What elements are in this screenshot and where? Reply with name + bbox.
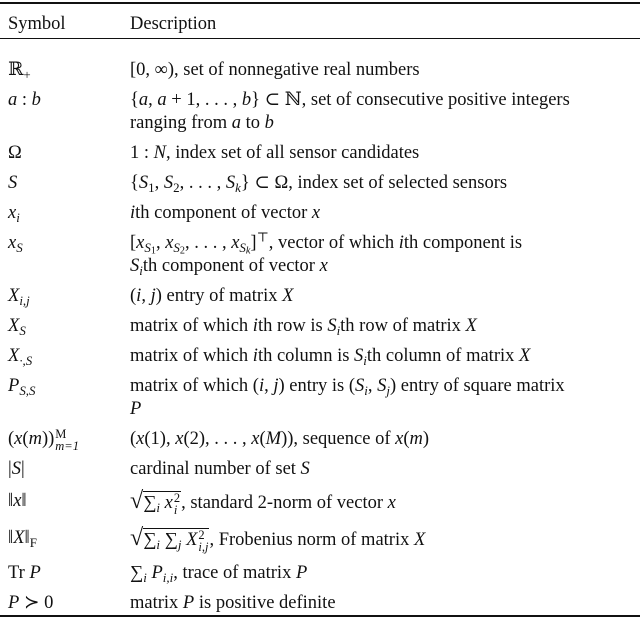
math-segment: j [177, 536, 182, 552]
math-segment: , [264, 375, 274, 396]
description-cell [130, 345, 640, 368]
math-segment: X [13, 528, 25, 548]
symbol-cell [8, 426, 130, 452]
sqrt-sign-icon: √ [130, 525, 144, 551]
math-segment: x [136, 429, 145, 449]
description-cell [130, 562, 640, 585]
math-segment: S [354, 345, 364, 366]
table-row [0, 371, 640, 424]
math-segment: M [265, 429, 282, 449]
math-segment: x [311, 202, 321, 223]
math-segment: x [387, 493, 396, 513]
symbol-cell [8, 202, 130, 225]
math-segment: i [130, 202, 136, 223]
math-segment: [0, ∞), set of nonnegative real numbers [130, 59, 420, 80]
bottom-rule [0, 615, 640, 617]
math-segment: ‖ [8, 528, 14, 548]
math-segment: x [13, 491, 22, 511]
square-root [130, 488, 181, 517]
subscript: i,j [198, 539, 209, 554]
math-segment: | [8, 458, 12, 479]
math-segment: , vector of which [268, 232, 399, 253]
subscript: m=1 [55, 438, 79, 453]
math-segment: S [138, 172, 149, 193]
math-segment: , . . . , [184, 232, 232, 253]
math-segment: X [413, 530, 426, 550]
description-cell [130, 375, 640, 421]
math-segment: i [156, 536, 161, 552]
table-header [0, 10, 640, 38]
table-row [0, 228, 640, 281]
math-segment: 1 [148, 179, 155, 195]
math-segment: ( [8, 429, 15, 449]
description-cell [130, 172, 640, 195]
math-segment: j [273, 375, 279, 396]
description-cell [130, 285, 640, 308]
math-segment: S [355, 375, 365, 396]
sqrt-radicand [143, 490, 181, 517]
table-row [0, 198, 640, 228]
math-segment: 2 [173, 179, 180, 195]
math-segment: | [20, 458, 25, 479]
math-segment: (2), . . . , [183, 429, 252, 449]
math-segment: ] [250, 232, 257, 253]
math-segment: S [327, 315, 337, 336]
math-segment: , [141, 285, 151, 306]
superscript: M [55, 426, 67, 441]
math-segment: [ [130, 232, 137, 253]
math-segment: S [11, 458, 21, 479]
superscript: 2 [198, 527, 205, 542]
symbol-cell [8, 487, 130, 516]
header-symbol: Symbol [8, 14, 66, 34]
math-segment: i [136, 285, 142, 306]
math-segment: S [225, 172, 236, 193]
math-segment: ( [259, 429, 266, 449]
symbol-cell [8, 458, 130, 481]
subscript: i [173, 502, 178, 517]
math-segment: X [8, 315, 20, 336]
math-segment: ∑ [143, 493, 157, 513]
symbol-cell [8, 142, 130, 165]
math-segment: k [245, 245, 251, 257]
math-segment: ≻ 0 [19, 592, 54, 613]
description-cell [130, 142, 640, 165]
table-row [0, 424, 640, 454]
math-segment: to [240, 112, 265, 133]
table-row [0, 454, 640, 484]
math-segment: S [8, 172, 18, 193]
symbol-cell [8, 592, 130, 615]
math-segment: Tr [8, 562, 30, 583]
math-segment: j [150, 285, 156, 306]
math-segment: , standard 2-norm of vector [181, 493, 388, 513]
math-segment: x [251, 429, 260, 449]
math-segment: S [173, 239, 180, 255]
math-segment: P [29, 562, 41, 583]
table-row [0, 341, 640, 371]
math-segment: ⊤ [256, 229, 269, 245]
math-segment: i [143, 569, 147, 585]
math-segment: j [386, 382, 391, 398]
math-segment: S [163, 172, 174, 193]
sup-sub-stack [198, 529, 208, 553]
sqrt-radicand [143, 527, 209, 554]
symbol-cell [8, 375, 130, 398]
symbol-cell [8, 89, 130, 112]
math-segment: th column is [257, 345, 355, 366]
math-segment: S [130, 255, 140, 276]
symbol-cell [8, 172, 130, 195]
math-segment: )) [41, 429, 55, 449]
description-cell [130, 458, 640, 481]
math-segment: a [231, 112, 241, 133]
math-segment: x [14, 429, 23, 449]
math-segment: ) entry is ( [278, 375, 356, 396]
symbol-cell [8, 285, 130, 308]
sup-sub-stack [55, 428, 79, 452]
sup-sub-stack [174, 492, 180, 516]
math-segment: F [29, 534, 37, 550]
math-segment: P [295, 562, 308, 583]
description-cell [130, 202, 640, 225]
math-segment: { [130, 172, 139, 193]
math-segment: , [148, 89, 158, 110]
table-body [0, 55, 640, 618]
header-description: Description [130, 14, 217, 34]
math-segment: ∑ [130, 562, 144, 583]
math-segment: i [16, 209, 20, 225]
math-segment: x [319, 255, 328, 276]
description-cell [130, 59, 640, 82]
math-segment: a [157, 89, 167, 110]
math-segment: 2 [179, 245, 185, 257]
math-segment: 1 [150, 245, 156, 257]
math-segment: ‖ [8, 491, 14, 511]
math-segment: i [336, 322, 341, 338]
symbol-cell [8, 315, 130, 338]
table-row [0, 85, 640, 138]
math-segment: X [8, 345, 20, 366]
math-segment: th component of vector [135, 202, 312, 223]
math-segment: )), sequence of [281, 429, 396, 449]
math-segment: ( [403, 429, 410, 449]
math-segment: N [153, 142, 166, 163]
math-segment: S [144, 239, 151, 255]
table-row [0, 588, 640, 618]
math-segment: S [239, 239, 246, 255]
math-segment: S [16, 239, 23, 255]
math-segment: + 1, . . . , [166, 89, 242, 110]
math-segment: i,j [19, 292, 30, 308]
math-segment: th component is [403, 232, 523, 253]
math-segment: x [164, 493, 173, 513]
math-segment: i [252, 315, 258, 336]
math-segment: X [186, 530, 198, 550]
symbol-cell [8, 524, 130, 553]
symbol-cell [8, 59, 130, 82]
math-segment: P [182, 592, 195, 613]
math-segment: Ω [8, 142, 22, 163]
math-segment: x [395, 429, 404, 449]
table-row [0, 311, 640, 341]
math-segment: x [8, 232, 17, 253]
math-segment: x [136, 232, 145, 253]
top-rule [0, 2, 640, 4]
math-segment: P [151, 562, 163, 583]
math-segment: i [139, 262, 143, 278]
math-segment: i [398, 232, 404, 253]
description-cell [130, 426, 640, 452]
table-row [0, 521, 640, 558]
math-segment: X [519, 345, 531, 366]
description-cell [130, 487, 640, 518]
sqrt-sign-icon: √ [130, 488, 144, 514]
math-segment: th row is [257, 315, 328, 336]
math-segment: b [241, 89, 252, 110]
table-row [0, 138, 640, 168]
table-row [0, 55, 640, 85]
superscript: 2 [173, 490, 181, 505]
symbol-cell [8, 562, 130, 585]
math-segment: ·,S [19, 352, 33, 368]
math-segment: ) entry of square matrix [390, 375, 565, 396]
math-segment: (1), [144, 429, 176, 449]
math-segment: X [465, 315, 477, 336]
math-segment: ( [130, 285, 137, 306]
header-rule [0, 38, 640, 39]
math-segment: matrix [130, 592, 183, 613]
table-row [0, 558, 640, 588]
math-segment: x [231, 232, 240, 253]
math-segment: P [8, 592, 20, 613]
description-cell [130, 89, 640, 135]
math-segment: i [363, 352, 367, 368]
math-segment: + [23, 66, 31, 82]
math-segment: matrix of which ( [130, 375, 259, 396]
math-segment: , . . . , [179, 172, 226, 193]
math-segment: th component of vector [142, 255, 320, 276]
math-segment: , [154, 172, 164, 193]
math-segment: } ⊂ Ω, index set of selected sensors [240, 172, 508, 193]
math-segment: ) entry of matrix [155, 285, 283, 306]
math-segment: a [138, 89, 149, 110]
math-segment: P [130, 398, 142, 419]
math-segment: ℝ [8, 59, 24, 80]
math-segment: x [175, 429, 184, 449]
math-segment: i [156, 499, 161, 515]
math-segment: is positive definite [194, 592, 336, 613]
math-segment: S [19, 322, 26, 338]
math-segment: ) [422, 429, 430, 449]
math-segment: k [235, 179, 241, 195]
math-segment: x [8, 202, 17, 223]
math-segment: i [252, 345, 258, 366]
math-segment: cardinal number of set [130, 458, 301, 479]
math-segment: b [264, 112, 274, 133]
math-segment: S [377, 375, 387, 396]
math-segment: ‖ [21, 491, 27, 511]
math-segment: x [165, 232, 174, 253]
math-segment: X [282, 285, 294, 306]
math-segment: { [130, 89, 139, 110]
math-segment: i [364, 382, 368, 398]
math-segment: P [8, 375, 20, 396]
table-row [0, 168, 640, 198]
math-segment: matrix of which [130, 315, 253, 336]
math-segment: S [300, 458, 310, 479]
symbol-cell [8, 232, 130, 255]
math-segment: th row of matrix [340, 315, 466, 336]
math-segment: m [28, 429, 42, 449]
square-root [130, 525, 209, 554]
math-segment: S,S [19, 382, 36, 398]
math-segment: ( [22, 429, 29, 449]
math-segment: ‖ [24, 528, 30, 548]
math-segment: ( [130, 429, 137, 449]
math-segment: , [155, 232, 166, 253]
table-row [0, 281, 640, 311]
math-segment: i [258, 375, 265, 396]
description-cell [130, 524, 640, 555]
math-segment: : [17, 89, 32, 110]
math-segment: ranging from [130, 112, 232, 133]
math-segment: i,i [162, 569, 174, 585]
description-cell [130, 315, 640, 338]
math-segment: , Frobenius norm of matrix [209, 530, 414, 550]
math-segment: m [409, 429, 423, 449]
math-segment: , [367, 375, 378, 396]
symbol-cell [8, 345, 130, 368]
math-segment: X [8, 285, 20, 306]
math-segment: , index set of all sensor candidates [165, 142, 420, 163]
math-segment: th column of matrix [366, 345, 519, 366]
math-segment: b [31, 89, 41, 110]
math-segment: , trace of matrix [173, 562, 296, 583]
math-segment: ∑ [143, 530, 157, 550]
description-cell [130, 229, 640, 278]
math-segment: matrix of which [130, 345, 253, 366]
description-cell [130, 592, 640, 615]
math-segment: 1 : [130, 142, 154, 163]
table-row [0, 484, 640, 521]
math-segment: ∑ [160, 530, 178, 550]
math-segment: } ⊂ ℕ, set of consecutive positive integers [251, 89, 570, 110]
math-segment: a [8, 89, 18, 110]
